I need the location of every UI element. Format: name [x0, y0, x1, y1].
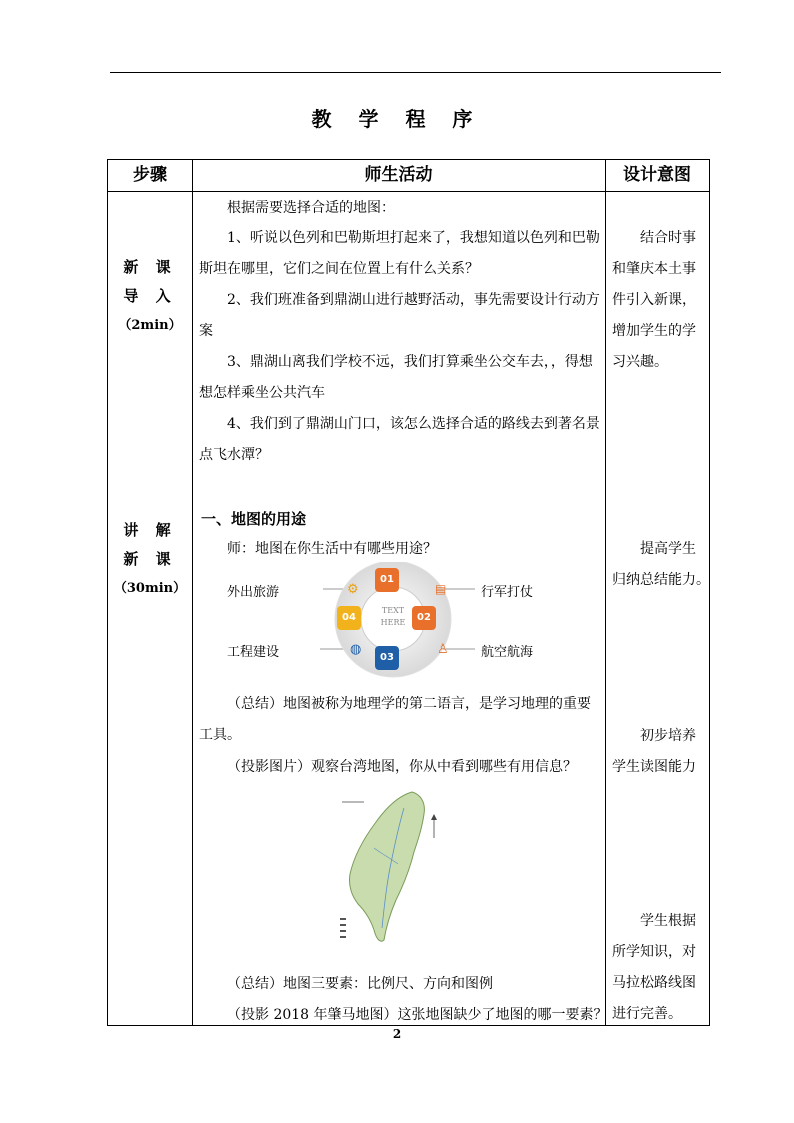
diagram-label-military: 行军打仗: [481, 585, 534, 600]
diagram-label-navigation: 航空航海: [481, 645, 534, 660]
diagram-badge-02: 02: [412, 606, 436, 630]
intent-line: 所学知识，对: [612, 944, 696, 960]
diagram-badge-01: 01: [375, 568, 399, 592]
stage-lecture-duration: （30min）: [113, 581, 187, 596]
intro-line: 4、我们到了鼎湖山门口，该怎么选择合适的路线去到著名景: [227, 416, 600, 432]
page-title: 教 学 程 序: [311, 107, 483, 131]
stage-intro-label: [108, 253, 192, 340]
intent-line: 提高学生: [640, 541, 696, 557]
person-icon: ♙: [437, 642, 449, 657]
document-icon: ▤: [435, 582, 447, 596]
taiwan-map-graphic: [334, 788, 440, 946]
lesson-table: [107, 159, 710, 1026]
intent-map-reading: [612, 721, 708, 783]
column-divider: [192, 160, 193, 1025]
intent-intro: [612, 223, 708, 378]
map-uses-diagram: [225, 562, 558, 695]
intent-summary: [612, 534, 708, 596]
intent-line: 件引入新课，: [612, 292, 696, 308]
stage-intro-title-1: 新 课: [123, 258, 177, 276]
summary-line: （总结）地图被称为地理学的第二语言，是学习地理的重要: [227, 696, 591, 712]
summary-line: 工具。: [199, 727, 241, 743]
header-rule: [110, 72, 721, 73]
intent-line: 和肇庆本土事: [612, 261, 696, 277]
intent-line: 马拉松路线图: [612, 975, 696, 991]
stage-lecture-title-2: 新 课: [123, 550, 177, 568]
intent-line: 初步培养: [640, 728, 696, 744]
header-steps: 步骤: [133, 165, 167, 185]
stage-intro-duration: （2min）: [118, 318, 182, 333]
intro-line: 想怎样乘坐公共汽车: [199, 385, 325, 401]
intent-line: 增加学生的学: [612, 323, 696, 339]
summary-line: （总结）地图三要素：比例尺、方向和图例: [227, 976, 493, 992]
intro-line: 根据需要选择合适的地图：: [227, 200, 395, 216]
section-heading: 一、地图的用途: [201, 510, 307, 528]
gear-icon: ⚙: [347, 582, 359, 597]
intro-line: 案: [199, 323, 213, 339]
intro-line: 2、我们班准备到鼎湖山进行越野活动，事先需要设计行动方: [227, 292, 600, 308]
globe-icon: ◍: [350, 642, 362, 657]
header-intent: 设计意图: [623, 165, 691, 185]
intent-route-map: [612, 906, 708, 1030]
intro-line: 点飞水潭？: [199, 447, 269, 463]
stage-lecture-label: [108, 516, 192, 603]
intro-line: 斯坦在哪里，它们之间在位置上有什么关系？: [199, 261, 479, 277]
intent-line: 归纳总结能力。: [612, 572, 710, 588]
stage-intro-title-2: 导 入: [123, 287, 177, 305]
diagram-badge-04: 04: [337, 606, 361, 630]
diagram-center-text-1: TEXT: [381, 606, 405, 615]
diagram-badge-03: 03: [375, 646, 399, 670]
stage-lecture-title-1: 讲 解: [123, 521, 177, 539]
intro-line: 1、听说以色列和巴勒斯坦打起来了，我想知道以色列和巴勒: [227, 230, 600, 246]
intent-line: 习兴趣。: [612, 354, 668, 370]
taiwan-map-image: [334, 788, 440, 946]
diagram-center-text-2: HERE: [380, 618, 406, 627]
projection-line: （投影图片）观察台湾地图，你从中看到哪些有用信息？: [227, 759, 577, 775]
intro-line: 3、鼎湖山离我们学校不远，我们打算乘坐公交车去，，得想: [227, 354, 593, 370]
page-number: 2: [392, 1027, 402, 1041]
intent-line: 进行完善。: [612, 1006, 682, 1022]
diagram-label-travel: 外出旅游: [227, 585, 280, 600]
header-divider: [108, 191, 709, 192]
projection-line: （投影 2018 年肇马地图）这张地图缺少了地图的哪一要素？: [227, 1007, 608, 1023]
intent-line: 学生读图能力: [612, 759, 696, 775]
column-divider: [605, 160, 606, 1025]
intent-line: 结合时事: [640, 230, 696, 246]
intent-line: 学生根据: [640, 913, 696, 929]
diagram-label-engineering: 工程建设: [227, 645, 280, 660]
question-line: 师：地图在你生活中有哪些用途？: [227, 541, 437, 557]
header-activities: 师生活动: [364, 165, 433, 185]
